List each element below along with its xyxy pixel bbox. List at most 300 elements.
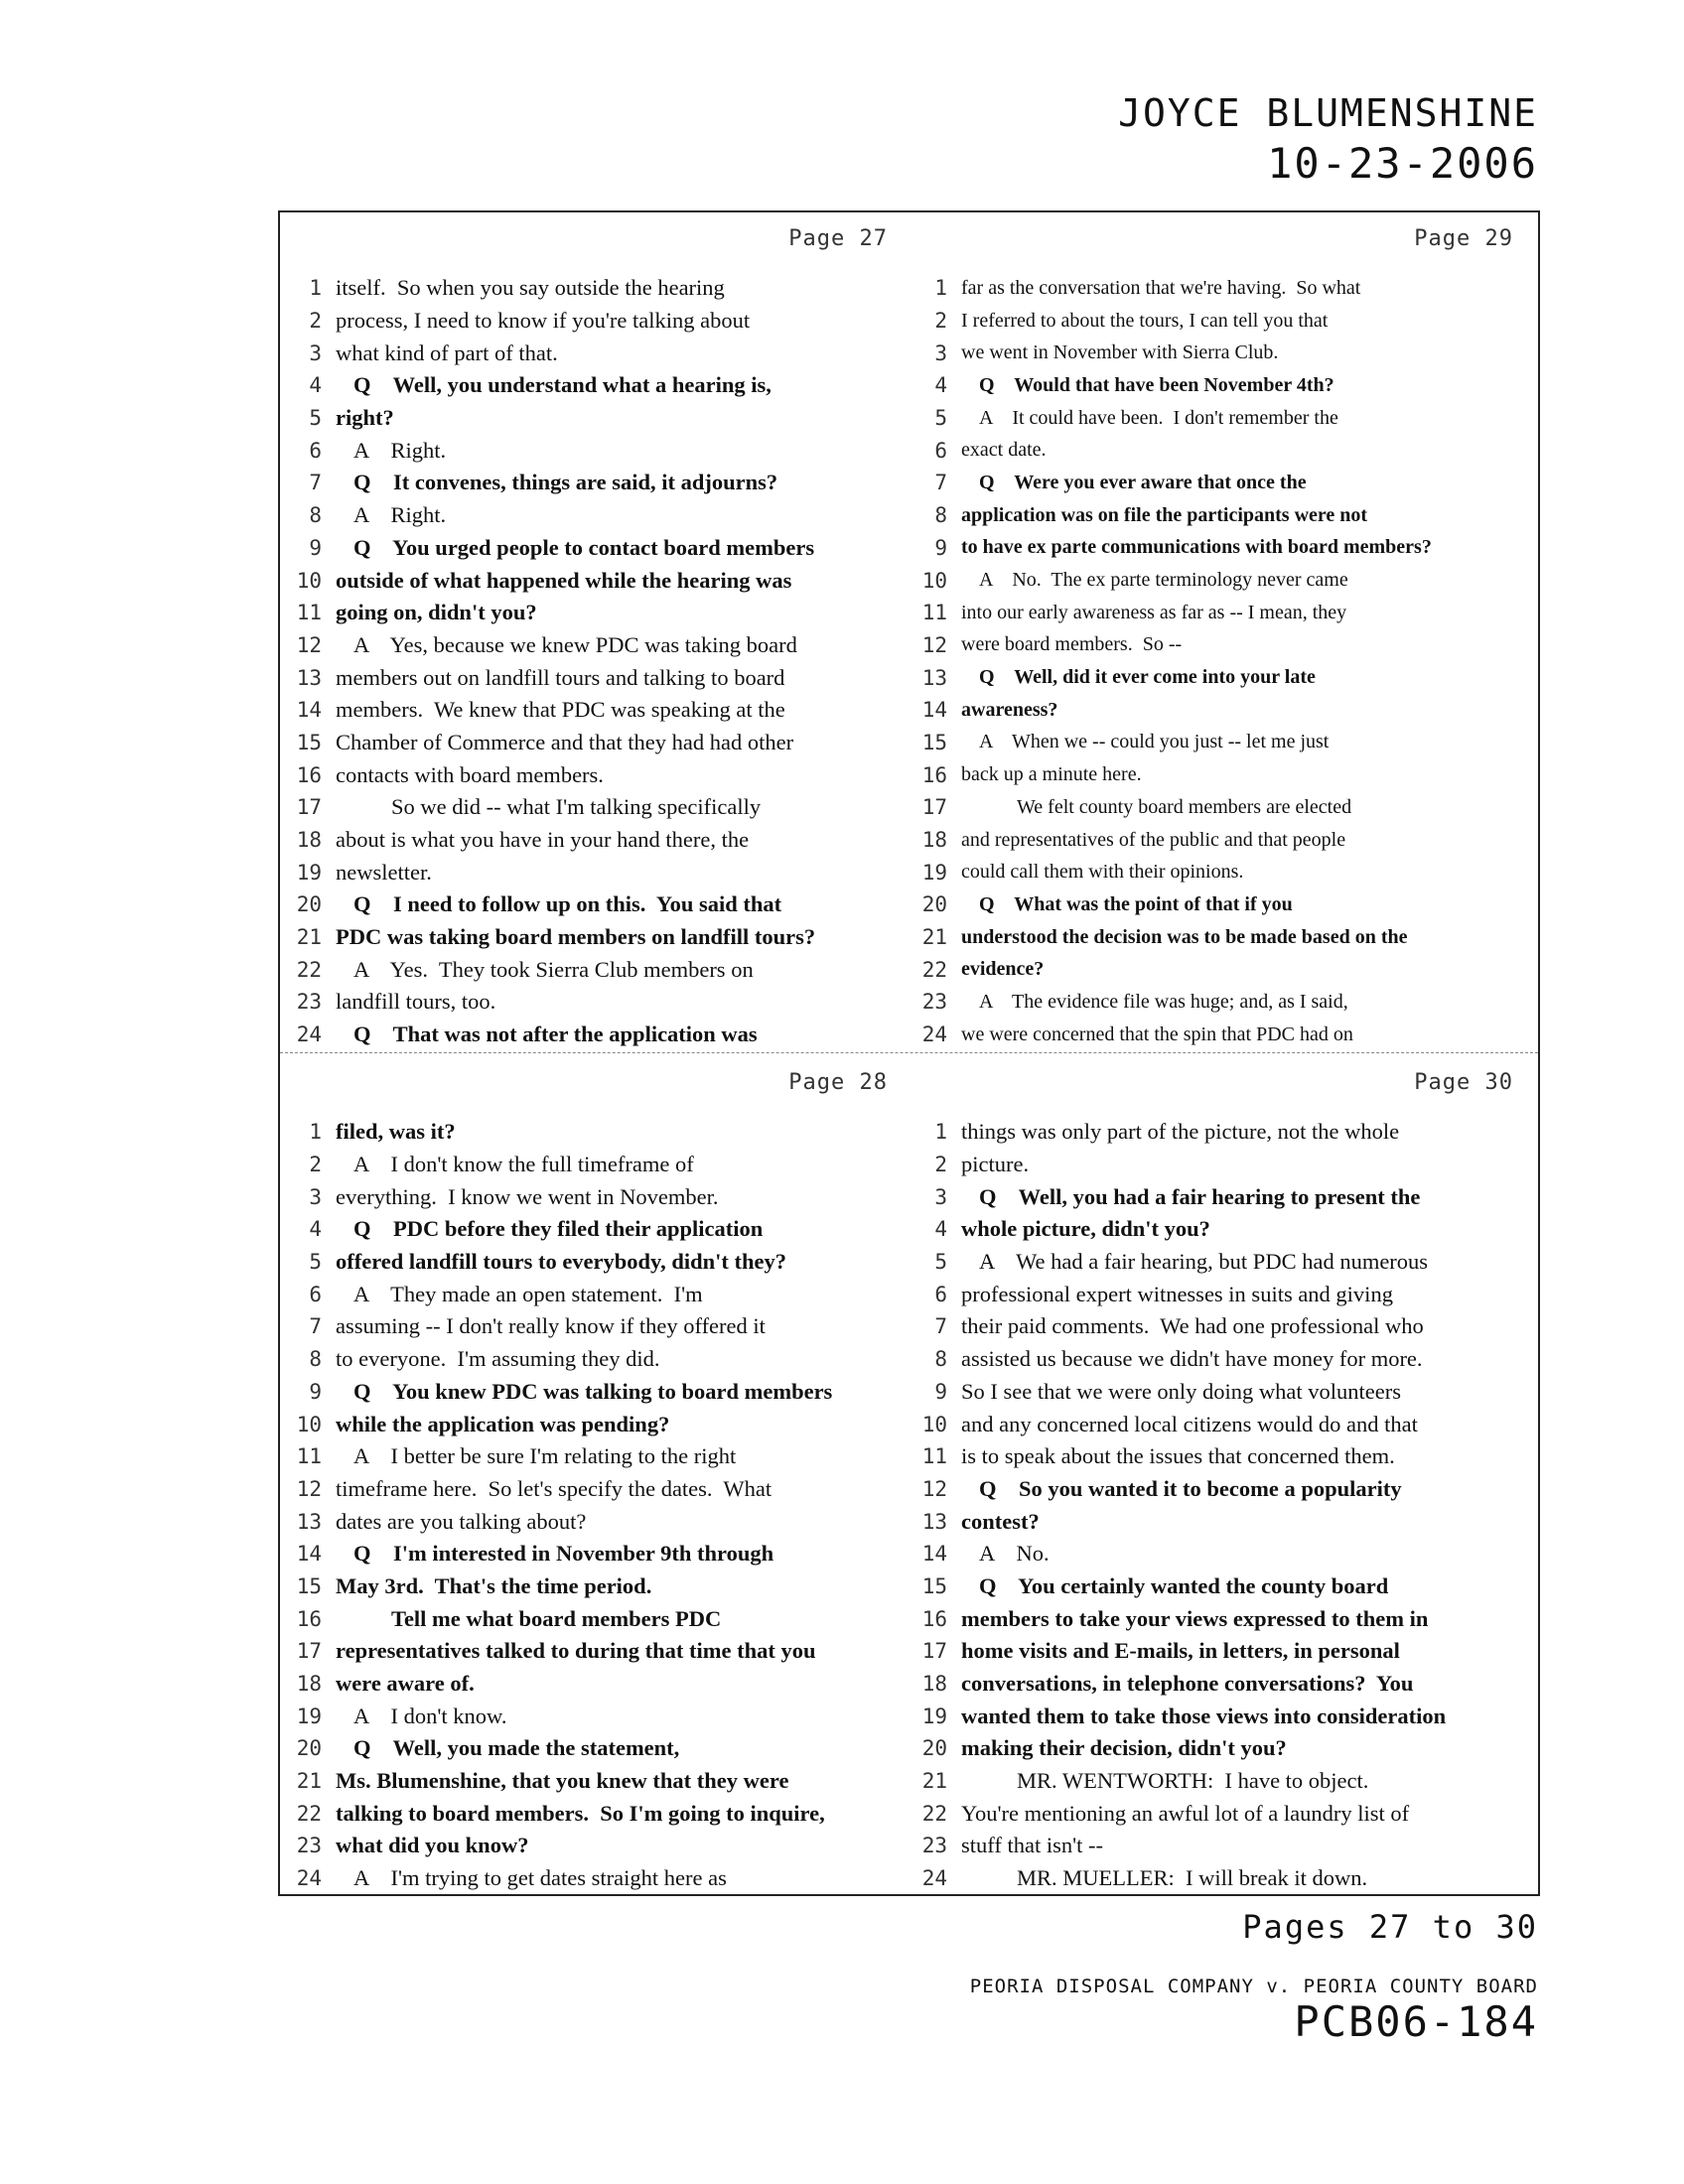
line-number: 21 <box>921 1769 947 1794</box>
line-text: Q Would that have been November 4th? <box>979 373 1334 396</box>
transcript-line <box>280 597 906 629</box>
transcript-line <box>906 272 1531 305</box>
line-number: 12 <box>296 1476 322 1501</box>
line-text: A Yes, because we knew PDC was taking board <box>353 631 797 657</box>
line-text: Chamber of Commerce and that they had had other <box>336 729 794 754</box>
transcript-line <box>280 1116 906 1149</box>
line-text: Tell me what board members PDC <box>391 1605 722 1631</box>
line-number: 7 <box>309 1314 322 1339</box>
transcript-line <box>280 629 906 662</box>
line-number: 18 <box>296 828 322 853</box>
transcript-line <box>906 953 1531 986</box>
line-text: A I don't know the full timeframe of <box>353 1152 694 1177</box>
transcript-page-28 <box>280 1056 906 1896</box>
line-text: So I see that we were only doing what volunteers <box>961 1378 1402 1404</box>
line-number: 13 <box>921 1509 947 1534</box>
line-text: Ms. Blumenshine, that you knew that they were <box>336 1768 789 1794</box>
transcript-line <box>280 434 906 467</box>
transcript-line <box>280 1668 906 1701</box>
line-text: far as the conversation that we're having. So what <box>961 276 1361 299</box>
line-number: 4 <box>309 1217 322 1242</box>
line-number: 22 <box>296 1801 322 1826</box>
line-number: 7 <box>309 471 322 495</box>
line-number: 17 <box>921 1639 947 1664</box>
line-number: 8 <box>309 503 322 528</box>
line-text: everything. I know we went in November. <box>336 1183 719 1209</box>
line-text: Q You certainly wanted the county board <box>979 1572 1389 1598</box>
line-text: Q You urged people to contact board members <box>353 534 815 560</box>
line-number: 2 <box>934 1153 947 1177</box>
line-text: to have ex parte communications with board members? <box>961 536 1432 559</box>
transcript-lines <box>906 272 1531 1051</box>
transcript-line <box>906 337 1531 369</box>
line-text: A They made an open statement. I'm <box>353 1281 703 1306</box>
line-text: A When we -- could you just -- let me just <box>979 731 1330 753</box>
line-number: 3 <box>309 341 322 365</box>
transcript-lines <box>280 272 906 1051</box>
line-number: 24 <box>296 1023 322 1047</box>
line-number: 11 <box>296 601 322 625</box>
line-text: into our early awareness as far as -- I mean, they <box>961 601 1347 623</box>
transcript-line <box>280 953 906 986</box>
line-text: offered landfill tours to everybody, didn't they? <box>336 1249 786 1275</box>
line-text: A I don't know. <box>353 1703 507 1728</box>
transcript-line <box>280 1180 906 1213</box>
transcript-line <box>280 1797 906 1830</box>
line-number: 22 <box>921 957 947 982</box>
transcript-line <box>906 1310 1531 1343</box>
line-text: Q That was not after the application was <box>353 1022 758 1047</box>
transcript-line <box>906 1635 1531 1668</box>
line-text: assisted us because we didn't have money for more. <box>961 1346 1423 1372</box>
docket-number: PCB06-184 <box>1294 1997 1538 2046</box>
line-text: landfill tours, too. <box>336 989 496 1015</box>
line-text: Q I'm interested in November 9th through <box>353 1541 774 1567</box>
line-text: evidence? <box>961 958 1045 981</box>
line-number: 17 <box>296 1639 322 1664</box>
line-text: I referred to about the tours, I can tell you that <box>961 309 1329 332</box>
line-text: what did you know? <box>336 1833 529 1858</box>
line-number: 10 <box>296 568 322 593</box>
line-text: representatives talked to during that time that you <box>336 1638 816 1664</box>
transcript-line <box>906 1278 1531 1310</box>
transcript-page-30 <box>906 1056 1531 1896</box>
transcript-line <box>280 1538 906 1570</box>
line-number: 22 <box>921 1801 947 1826</box>
line-number: 20 <box>921 892 947 917</box>
transcript-lines <box>280 1116 906 1895</box>
line-number: 14 <box>921 698 947 723</box>
line-text: A It could have been. I don't remember the <box>979 406 1338 429</box>
line-number: 19 <box>296 1704 322 1728</box>
transcript-line <box>280 1376 906 1409</box>
line-text: members to take your views expressed to them in <box>961 1605 1429 1631</box>
line-text: Q Well, did it ever come into your late <box>979 666 1316 689</box>
line-text: conversations, in telephone conversations? You <box>961 1671 1414 1697</box>
transcript-line <box>906 888 1531 921</box>
line-text: process, I need to know if you're talking about <box>336 308 751 334</box>
line-number: 9 <box>934 535 947 560</box>
transcript-line <box>280 272 906 305</box>
line-number: 5 <box>934 406 947 431</box>
line-number: 2 <box>934 309 947 334</box>
line-number: 1 <box>309 1120 322 1145</box>
line-number: 12 <box>921 1476 947 1501</box>
transcript-line <box>280 1862 906 1895</box>
line-text: A I better be sure I'm relating to the right <box>353 1443 737 1469</box>
line-number: 14 <box>296 698 322 723</box>
line-number: 23 <box>921 990 947 1015</box>
line-text: their paid comments. We had one professional who <box>961 1313 1424 1339</box>
transcript-page-29 <box>906 212 1531 1052</box>
line-text: what kind of part of that. <box>336 340 558 365</box>
line-text: we were concerned that the spin that PDC had on <box>961 1023 1353 1045</box>
line-number: 21 <box>296 925 322 950</box>
transcript-line <box>906 532 1531 565</box>
line-number: 6 <box>309 438 322 463</box>
line-text: Q Well, you made the statement, <box>353 1735 680 1761</box>
line-text: Q Well, you understand what a hearing is, <box>353 372 772 398</box>
line-text: A No. The ex parte terminology never came <box>979 569 1348 592</box>
line-number: 3 <box>934 341 947 365</box>
transcript-line <box>280 305 906 338</box>
line-number: 15 <box>921 1573 947 1598</box>
line-number: 23 <box>921 1834 947 1858</box>
line-text: contest? <box>961 1508 1040 1534</box>
line-number: 16 <box>296 762 322 787</box>
transcript-line <box>906 1862 1531 1895</box>
line-text: picture. <box>961 1152 1030 1177</box>
line-number: 18 <box>921 828 947 853</box>
transcript-line <box>906 305 1531 338</box>
line-number: 9 <box>934 1379 947 1404</box>
line-number: 24 <box>921 1866 947 1891</box>
line-text: right? <box>336 405 394 431</box>
transcript-line <box>280 727 906 759</box>
line-text: Q PDC before they filed their application <box>353 1216 764 1242</box>
line-number: 6 <box>934 438 947 463</box>
line-text: whole picture, didn't you? <box>961 1216 1210 1242</box>
line-text: wanted them to take those views into consideration <box>961 1703 1447 1728</box>
line-text: timeframe here. So let's specify the dates. What <box>336 1475 772 1501</box>
transcript-line <box>906 791 1531 824</box>
line-number: 17 <box>921 795 947 820</box>
line-number: 8 <box>934 1347 947 1372</box>
line-number: 9 <box>309 1379 322 1404</box>
transcript-line <box>906 1376 1531 1409</box>
transcript-line <box>280 1570 906 1603</box>
transcript-line <box>280 1019 906 1051</box>
line-number: 2 <box>309 1153 322 1177</box>
transcript-line <box>906 369 1531 402</box>
line-number: 15 <box>296 730 322 754</box>
transcript-line <box>280 1149 906 1181</box>
transcript-line <box>280 1505 906 1538</box>
line-number: 3 <box>934 1184 947 1209</box>
line-text: members out on landfill tours and talking to board <box>336 664 785 690</box>
transcript-line <box>280 1310 906 1343</box>
line-text: and representatives of the public and that people <box>961 828 1346 851</box>
line-number: 16 <box>296 1606 322 1631</box>
line-text: itself. So when you say outside the hearing <box>336 275 725 301</box>
line-number: 11 <box>921 601 947 625</box>
transcript-line <box>280 1408 906 1440</box>
line-text: A Yes. They took Sierra Club members on <box>353 956 754 982</box>
transcript-line <box>906 1700 1531 1732</box>
transcript-line <box>906 1440 1531 1473</box>
line-number: 5 <box>309 406 322 431</box>
line-number: 18 <box>921 1672 947 1697</box>
transcript-page-27 <box>280 212 906 1052</box>
line-text: Q Were you ever aware that once the <box>979 471 1307 493</box>
transcript-line <box>906 629 1531 662</box>
transcript-line <box>906 597 1531 629</box>
page-number: Page 28 <box>788 1070 888 1095</box>
line-text: home visits and E-mails, in letters, in personal <box>961 1638 1400 1664</box>
line-number: 21 <box>921 925 947 950</box>
transcript-line <box>906 1602 1531 1635</box>
transcript-line <box>280 921 906 954</box>
transcript-line <box>280 1343 906 1376</box>
line-text: stuff that isn't -- <box>961 1833 1103 1858</box>
line-text: application was on file the participants were not <box>961 503 1368 526</box>
line-number: 12 <box>921 632 947 657</box>
line-text: A The evidence file was huge; and, as I said, <box>979 990 1348 1013</box>
line-text: Q Well, you had a fair hearing to present the <box>979 1183 1421 1209</box>
line-text: newsletter. <box>336 859 432 885</box>
transcript-line <box>280 1830 906 1862</box>
transcript-line <box>280 1440 906 1473</box>
line-text: You're mentioning an awful lot of a laundry list of <box>961 1800 1410 1826</box>
line-text: May 3rd. That's the time period. <box>336 1572 652 1598</box>
page-number: Page 29 <box>1414 226 1513 251</box>
line-text: professional expert witnesses in suits and giving <box>961 1281 1393 1306</box>
line-text: to everyone. I'm assuming they did. <box>336 1346 660 1372</box>
transcript-line <box>906 824 1531 857</box>
transcript-line <box>906 1538 1531 1570</box>
page-range: Pages 27 to 30 <box>1242 1908 1538 1946</box>
transcript-line <box>280 532 906 565</box>
line-number: 7 <box>934 471 947 495</box>
line-text: while the application was pending? <box>336 1411 670 1436</box>
deposition-date: 10-23-2006 <box>1267 139 1538 188</box>
witness-name: JOYCE BLUMENSHINE <box>1118 91 1538 135</box>
transcript-line <box>280 1278 906 1310</box>
transcript-line <box>280 758 906 791</box>
line-text: things was only part of the picture, not the whole <box>961 1119 1400 1145</box>
line-text: Q What was the point of that if you <box>979 892 1293 915</box>
transcript-line <box>280 1765 906 1798</box>
transcript-line <box>906 694 1531 727</box>
line-number: 1 <box>934 1120 947 1145</box>
line-number: 1 <box>934 276 947 301</box>
transcript-line <box>906 1116 1531 1149</box>
line-text: A I'm trying to get dates straight here as <box>353 1865 727 1891</box>
line-number: 3 <box>309 1184 322 1209</box>
line-number: 21 <box>296 1769 322 1794</box>
transcript-line <box>906 921 1531 954</box>
line-text: were board members. So -- <box>961 633 1183 656</box>
line-number: 19 <box>296 860 322 885</box>
transcript-line <box>280 499 906 532</box>
line-text: filed, was it? <box>336 1119 456 1145</box>
line-number: 4 <box>934 1217 947 1242</box>
line-number: 11 <box>296 1444 322 1469</box>
transcript-line <box>906 1019 1531 1051</box>
line-number: 11 <box>921 1444 947 1469</box>
transcript-line <box>906 434 1531 467</box>
line-text: making their decision, didn't you? <box>961 1735 1287 1761</box>
line-text: A We had a fair hearing, but PDC had numerous <box>979 1249 1429 1275</box>
transcript-line <box>906 986 1531 1019</box>
line-text: MR. WENTWORTH: I have to object. <box>1017 1768 1369 1794</box>
line-number: 8 <box>309 1347 322 1372</box>
transcript-line <box>906 1732 1531 1765</box>
line-number: 10 <box>296 1412 322 1436</box>
line-number: 6 <box>309 1282 322 1306</box>
line-number: 13 <box>921 665 947 690</box>
transcript-line <box>280 1213 906 1246</box>
page-number: Page 30 <box>1414 1070 1513 1095</box>
line-text: understood the decision was to be made based on the <box>961 925 1408 948</box>
line-number: 23 <box>296 1834 322 1858</box>
line-text: Q So you wanted it to become a popularity <box>979 1475 1402 1501</box>
transcript-line <box>280 694 906 727</box>
line-text: back up a minute here. <box>961 763 1142 786</box>
line-text: assuming -- I don't really know if they offered it <box>336 1313 766 1339</box>
line-number: 13 <box>296 665 322 690</box>
transcript-lines <box>906 1116 1531 1895</box>
line-number: 6 <box>934 1282 947 1306</box>
transcript-line <box>906 661 1531 694</box>
transcript-line <box>906 1180 1531 1213</box>
line-text: So we did -- what I'm talking specifically <box>391 794 762 820</box>
line-number: 19 <box>921 1704 947 1728</box>
line-number: 10 <box>921 568 947 593</box>
page-divider <box>280 1052 1538 1053</box>
transcript-line <box>280 337 906 369</box>
line-number: 18 <box>296 1672 322 1697</box>
transcript-line <box>280 369 906 402</box>
transcript-line <box>280 402 906 435</box>
line-number: 1 <box>309 276 322 301</box>
transcript-line <box>906 758 1531 791</box>
transcript-line <box>280 1635 906 1668</box>
line-text: Q You knew PDC was talking to board members <box>353 1378 833 1404</box>
line-text: and any concerned local citizens would do and that <box>961 1411 1418 1436</box>
line-text: we went in November with Sierra Club. <box>961 341 1279 364</box>
line-number: 5 <box>934 1250 947 1275</box>
transcript-line <box>906 402 1531 435</box>
line-text: A Right. <box>353 437 447 463</box>
line-text: about is what you have in your hand there, the <box>336 827 750 853</box>
line-text: PDC was taking board members on landfill tours? <box>336 924 816 950</box>
line-number: 14 <box>296 1542 322 1567</box>
line-text: going on, didn't you? <box>336 600 537 625</box>
transcript-line <box>280 467 906 499</box>
line-text: could call them with their opinions. <box>961 861 1244 884</box>
line-number: 9 <box>309 535 322 560</box>
transcript-line <box>906 1149 1531 1181</box>
transcript-line <box>906 1473 1531 1506</box>
line-number: 4 <box>309 373 322 398</box>
line-number: 13 <box>296 1509 322 1534</box>
transcript-line <box>906 1213 1531 1246</box>
line-text: exact date. <box>961 439 1047 462</box>
transcript-line <box>280 791 906 824</box>
transcript-line <box>906 467 1531 499</box>
transcript-line <box>280 824 906 857</box>
line-text: were aware of. <box>336 1671 475 1697</box>
page-number: Page 27 <box>788 226 888 251</box>
transcript-line <box>906 1505 1531 1538</box>
line-number: 20 <box>921 1736 947 1761</box>
line-number: 15 <box>296 1573 322 1598</box>
line-text: talking to board members. So I'm going to inquire, <box>336 1800 825 1826</box>
transcript-line <box>906 1343 1531 1376</box>
transcript-line <box>280 1246 906 1279</box>
line-text: outside of what happened while the hearing was <box>336 567 792 593</box>
transcript-line <box>280 1700 906 1732</box>
line-number: 24 <box>921 1023 947 1047</box>
line-number: 23 <box>296 990 322 1015</box>
line-number: 14 <box>921 1542 947 1567</box>
transcript-line <box>280 1732 906 1765</box>
transcript-line <box>906 499 1531 532</box>
line-number: 4 <box>934 373 947 398</box>
line-number: 12 <box>296 632 322 657</box>
transcript-line <box>280 661 906 694</box>
line-number: 2 <box>309 309 322 334</box>
line-number: 5 <box>309 1250 322 1275</box>
line-number: 17 <box>296 795 322 820</box>
line-text: dates are you talking about? <box>336 1508 587 1534</box>
line-text: Q I need to follow up on this. You said that <box>353 891 782 917</box>
transcript-line <box>906 1570 1531 1603</box>
line-number: 16 <box>921 762 947 787</box>
line-number: 20 <box>296 1736 322 1761</box>
transcript-line <box>906 727 1531 759</box>
line-text: A No. <box>979 1541 1050 1567</box>
transcript-line <box>280 1473 906 1506</box>
line-number: 24 <box>296 1866 322 1891</box>
line-text: members. We knew that PDC was speaking at the <box>336 697 785 723</box>
line-text: awareness? <box>961 698 1058 721</box>
transcript-line <box>280 856 906 888</box>
transcript-line <box>906 1797 1531 1830</box>
line-number: 15 <box>921 730 947 754</box>
line-number: 20 <box>296 892 322 917</box>
line-text: contacts with board members. <box>336 761 604 787</box>
line-number: 16 <box>921 1606 947 1631</box>
line-number: 7 <box>934 1314 947 1339</box>
transcript-line <box>906 1668 1531 1701</box>
transcript-line <box>906 856 1531 888</box>
case-caption: PEORIA DISPOSAL COMPANY v. PEORIA COUNTY BOARD <box>969 1976 1538 1997</box>
line-number: 8 <box>934 503 947 528</box>
line-number: 10 <box>921 1412 947 1436</box>
transcript-line <box>280 888 906 921</box>
transcript-line <box>906 1246 1531 1279</box>
transcript-line <box>906 1830 1531 1862</box>
transcript-line <box>906 1408 1531 1440</box>
transcript-line <box>280 986 906 1019</box>
line-text: is to speak about the issues that concerned them. <box>961 1443 1395 1469</box>
line-number: 19 <box>921 860 947 885</box>
transcript-line <box>280 1602 906 1635</box>
line-text: We felt county board members are elected <box>1017 795 1352 818</box>
transcript-line <box>906 1765 1531 1798</box>
